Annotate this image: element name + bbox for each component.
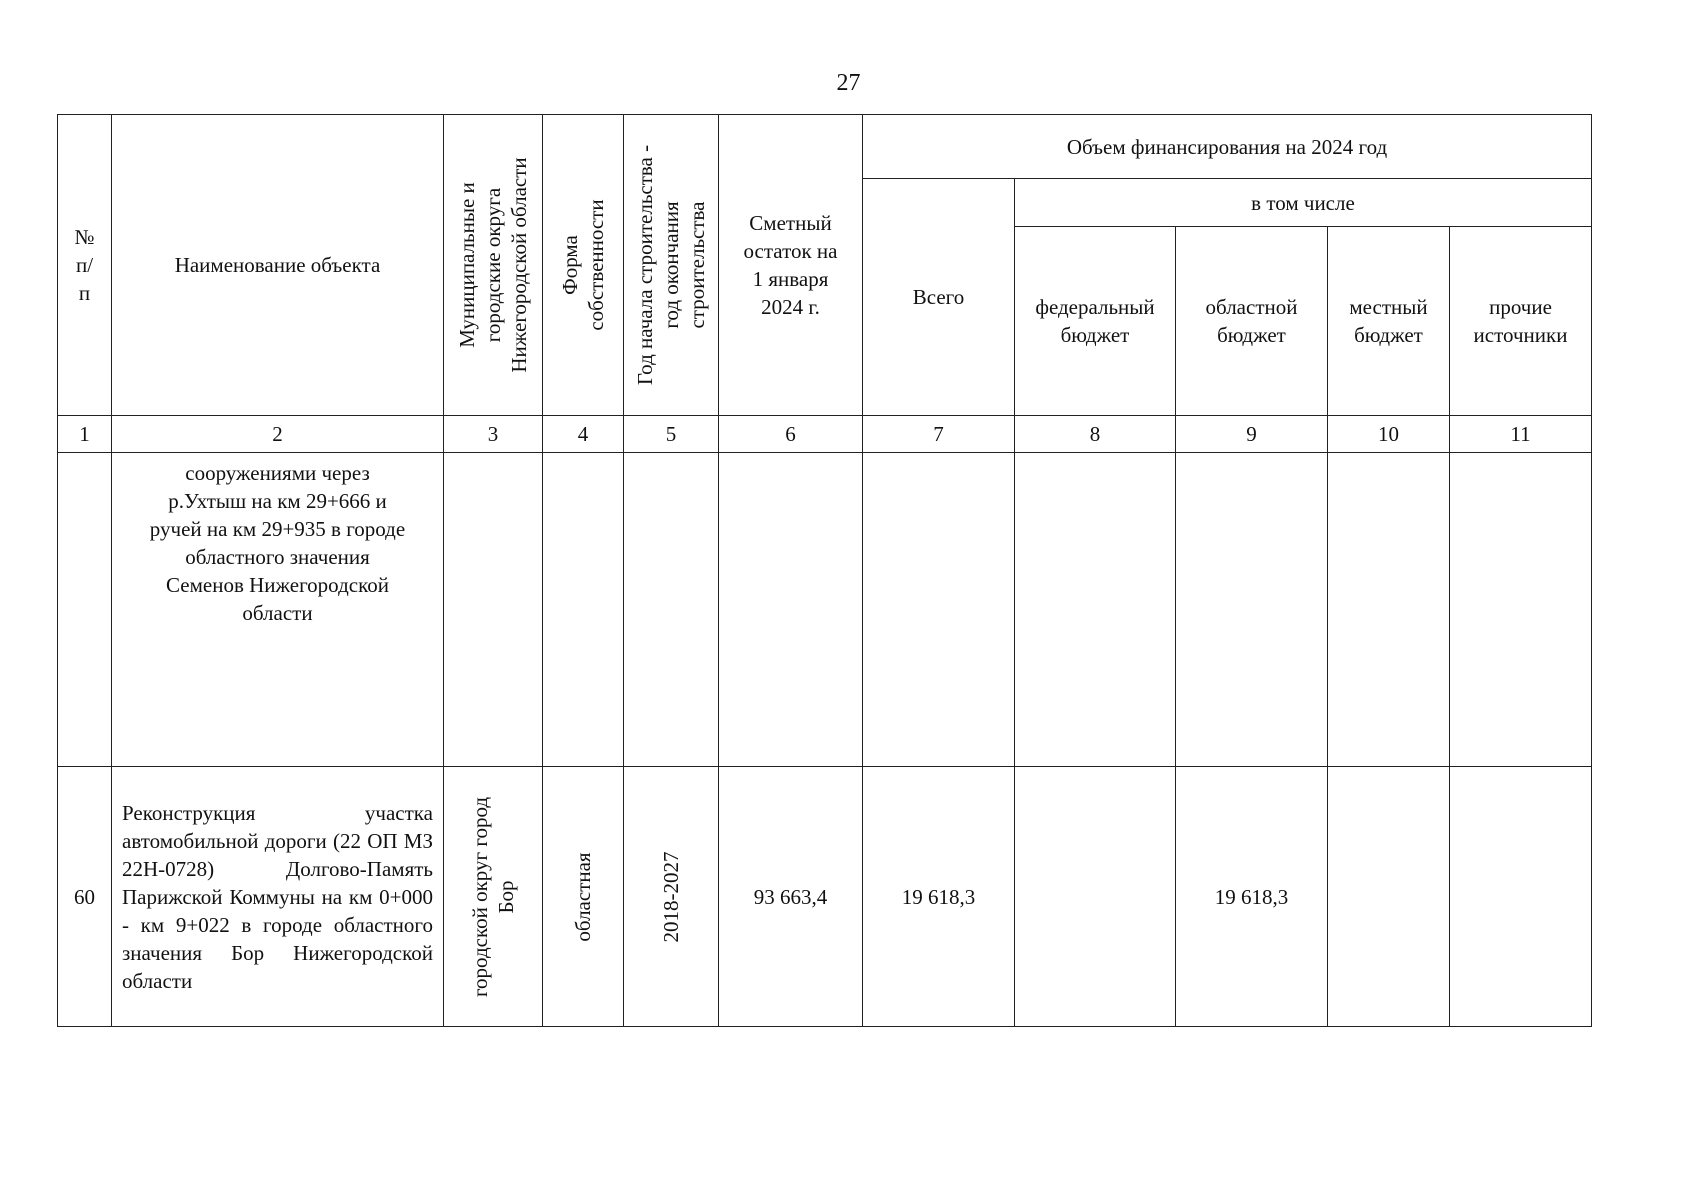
header-ownership xyxy=(543,115,624,416)
row-estimate: 93 663,4 xyxy=(719,767,863,1027)
page-number: 27 xyxy=(836,70,861,96)
column-number: 4 xyxy=(543,416,624,453)
row-name-line: р.Ухтыш на км 29+666 и xyxy=(168,489,387,513)
header-ownership-line: Форма xyxy=(558,235,582,295)
column-number: 2 xyxy=(112,416,444,453)
row-no xyxy=(58,453,112,767)
row-regional xyxy=(1176,453,1328,767)
header-local-line: бюджет xyxy=(1354,323,1423,347)
row-years xyxy=(624,453,719,767)
row-estimate xyxy=(719,453,863,767)
header-municipal-line: Нижегородской области xyxy=(507,157,531,373)
header-estimate-line: Сметный xyxy=(749,211,832,235)
header-no-line: п/ xyxy=(75,253,94,277)
row-years xyxy=(624,767,719,1027)
row-other xyxy=(1450,453,1592,767)
row-years-text: 2018-2027 xyxy=(659,851,683,942)
row-name-line: области xyxy=(242,601,313,625)
row-ownership xyxy=(543,767,624,1027)
header-local xyxy=(1328,227,1450,416)
row-municipal-line: городской округ город xyxy=(468,796,492,997)
header-estimate xyxy=(719,115,863,416)
row-name-line: Семенов Нижегородской xyxy=(166,573,389,597)
header-regional-line: областной xyxy=(1205,295,1298,319)
header-years-line: строительства xyxy=(685,201,709,329)
header-no-line: № xyxy=(74,225,95,249)
column-number-row xyxy=(58,416,1592,453)
header-years-line: Год начала строительства - xyxy=(633,144,657,386)
column-number: 10 xyxy=(1328,416,1450,453)
row-federal xyxy=(1015,453,1176,767)
row-name-line: ручей на км 29+935 в городе xyxy=(149,517,406,541)
row-other xyxy=(1450,767,1592,1027)
header-federal-line: федеральный xyxy=(1035,295,1155,319)
row-name-line: областного значения xyxy=(185,545,370,569)
column-number: 11 xyxy=(1450,416,1592,453)
header-regional xyxy=(1176,227,1328,416)
row-name xyxy=(112,453,444,767)
header-other-line: источники xyxy=(1473,323,1568,347)
table-row xyxy=(58,453,1592,767)
header-years xyxy=(624,115,719,416)
header-including: в том числе xyxy=(1015,179,1592,227)
row-federal xyxy=(1015,767,1176,1027)
funding-table xyxy=(57,114,1592,1027)
row-municipal xyxy=(444,453,543,767)
header-total: Всего xyxy=(863,179,1015,416)
column-number: 5 xyxy=(624,416,719,453)
header-estimate-line: 2024 г. xyxy=(761,295,820,319)
header-no xyxy=(58,115,112,416)
row-local xyxy=(1328,453,1450,767)
row-regional: 19 618,3 xyxy=(1176,767,1328,1027)
header-municipal-line: городские округа xyxy=(481,187,505,343)
column-number: 9 xyxy=(1176,416,1328,453)
row-municipal xyxy=(444,767,543,1027)
column-number: 6 xyxy=(719,416,863,453)
header-ownership-line: собственности xyxy=(584,199,608,331)
row-local xyxy=(1328,767,1450,1027)
row-ownership-text: областная xyxy=(571,851,595,942)
row-name: Реконструкция участка автомобильной дороги (22 ОП МЗ 22Н-0728) Долгово-Память Парижской Коммуны на км 0+000 - км 9+022 в городе областного значения Бор Нижегородской области xyxy=(112,767,444,1027)
header-municipal-line: Муниципальные и xyxy=(455,182,479,348)
header-no-line: п xyxy=(78,281,91,305)
header-estimate-line: 1 января xyxy=(752,267,829,291)
row-no: 60 xyxy=(58,767,112,1027)
column-number: 3 xyxy=(444,416,543,453)
row-ownership xyxy=(543,453,624,767)
header-funding-title: Объем финансирования на 2024 год xyxy=(863,115,1592,179)
header-regional-line: бюджет xyxy=(1217,323,1286,347)
column-number: 1 xyxy=(58,416,112,453)
header-local-line: местный xyxy=(1349,295,1428,319)
column-number: 8 xyxy=(1015,416,1176,453)
header-name: Наименование объекта xyxy=(112,115,444,416)
row-total: 19 618,3 xyxy=(863,767,1015,1027)
row-municipal-line: Бор xyxy=(494,879,518,914)
row-total xyxy=(863,453,1015,767)
header-other-line: прочие xyxy=(1489,295,1552,319)
row-name-line: сооружениями через xyxy=(185,461,370,485)
table-row xyxy=(58,767,1592,1027)
header-years-line: год окончания xyxy=(659,201,683,329)
header-estimate-line: остаток на xyxy=(743,239,838,263)
header-other xyxy=(1450,227,1592,416)
header-municipal xyxy=(444,115,543,416)
header-federal-line: бюджет xyxy=(1060,323,1130,347)
header-federal xyxy=(1015,227,1176,416)
column-number: 7 xyxy=(863,416,1015,453)
